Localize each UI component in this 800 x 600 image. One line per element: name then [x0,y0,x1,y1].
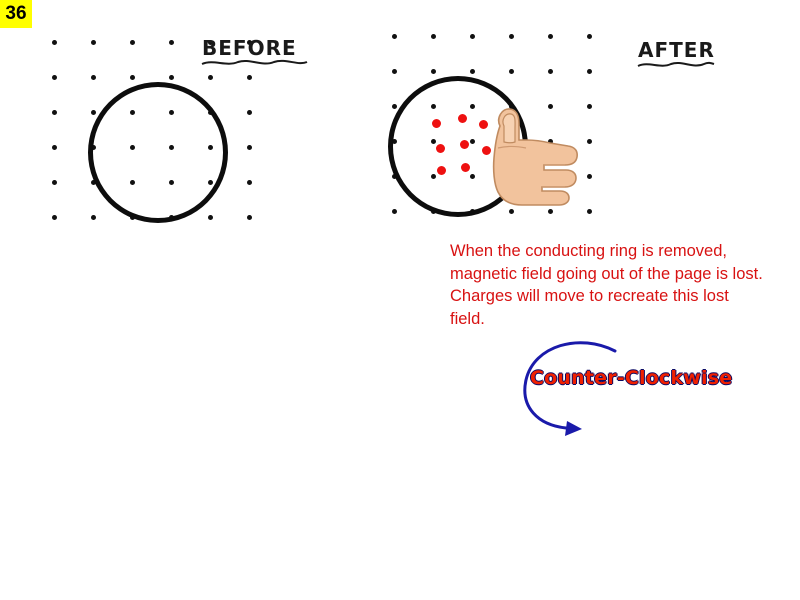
before-label-underline [200,58,310,68]
field-dot [509,209,514,214]
field-dot [392,34,397,39]
slide-number-badge: 36 [0,0,32,28]
field-dot [470,69,475,74]
field-dot [52,40,57,45]
field-dot [169,75,174,80]
answer-label: Counter-Clockwise [530,367,733,389]
field-dot [431,69,436,74]
field-dot [52,215,57,220]
field-dot [431,34,436,39]
field-dot [247,180,252,185]
field-dot [470,34,475,39]
field-dot [392,209,397,214]
field-dot [247,110,252,115]
counter-clockwise-arrow-icon [510,335,630,445]
field-dot [169,40,174,45]
field-dot [548,69,553,74]
panel-label-before: BEFORE [202,36,297,60]
field-dot [91,40,96,45]
field-dot [247,145,252,150]
field-dot [392,69,397,74]
field-dot [548,34,553,39]
conducting-ring-before [88,82,228,223]
charge-dot [436,144,445,153]
charge-dot [460,140,469,149]
field-dot [91,215,96,220]
explanation-text: When the conducting ring is removed, magnetic field going out of the page is lost. Charges will move to recreate this lost field. [450,242,763,328]
field-dot [91,110,96,115]
field-dot [509,34,514,39]
charge-dot [458,114,467,123]
field-dot [208,215,213,220]
panel-label-after: AFTER [638,38,715,62]
field-dot [247,215,252,220]
field-dot [587,209,592,214]
field-dot [52,75,57,80]
field-dot [587,104,592,109]
field-dot [509,69,514,74]
field-dot [587,69,592,74]
charge-dot [432,119,441,128]
field-dot [587,139,592,144]
field-dot [130,40,135,45]
field-dot [52,110,57,115]
charge-dot [437,166,446,175]
after-label-underline [636,60,716,70]
right-hand-thumbs-up-icon [482,96,580,206]
field-dot [587,34,592,39]
field-dot [392,104,397,109]
field-dot [91,75,96,80]
field-dot [208,75,213,80]
charge-dot [461,163,470,172]
field-dot [548,209,553,214]
field-dot [247,75,252,80]
field-dot [52,145,57,150]
field-dot [52,180,57,185]
field-dot [130,75,135,80]
field-dot [587,174,592,179]
